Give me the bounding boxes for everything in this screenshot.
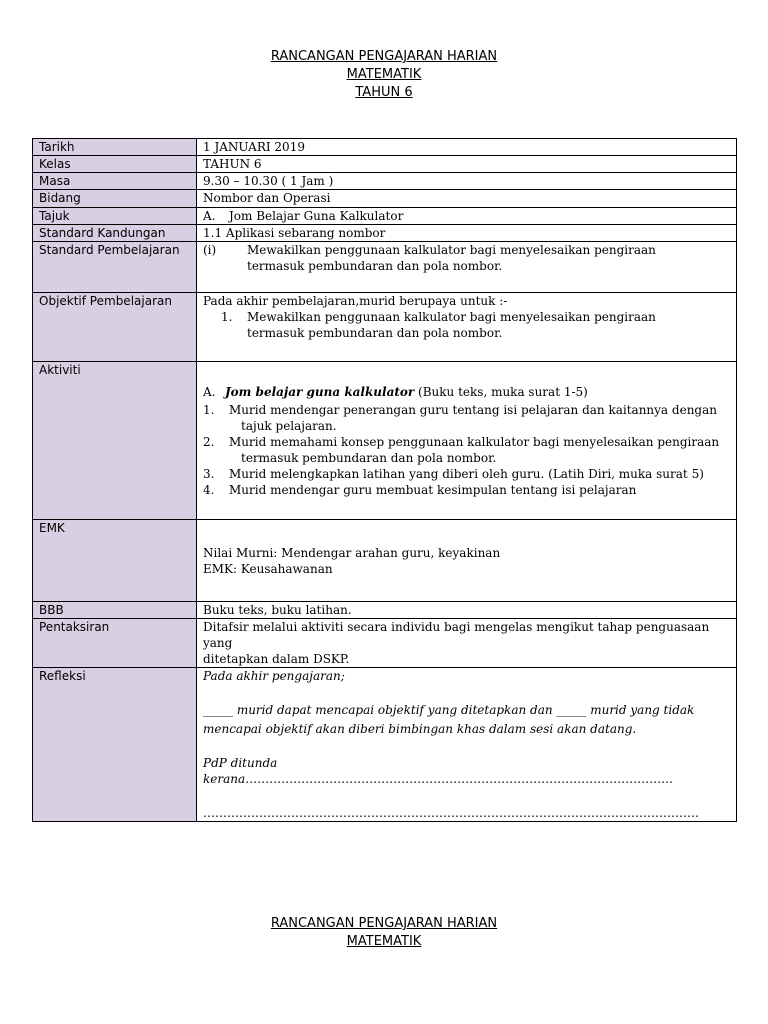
heading-line-subject: MATEMATIK <box>346 67 422 82</box>
row-bbb <box>33 602 737 619</box>
heading-line-year: TAHUN 6 <box>355 85 413 100</box>
refleksi-line-5: ……………………………………………………………………………………………………………. <box>203 806 699 820</box>
refleksi-line-3: mencapai objektif akan diberi bimbingan khas dalam sesi akan datang. <box>203 722 637 736</box>
objektif-intro: Pada akhir pembelajaran,murid berupaya untuk :- <box>203 294 508 308</box>
emk-line-2: EMK: Keusahawanan <box>203 561 333 576</box>
footer-line-rph: RANCANGAN PENGAJARAN HARIAN <box>270 916 498 931</box>
row-objektif <box>33 293 737 362</box>
sp-line-2: termasuk pembundaran dan pola nombor. <box>247 259 503 273</box>
objektif-line-2: termasuk pembundaran dan pola nombor. <box>247 326 503 340</box>
aktiviti-item-num: 2. <box>203 434 215 449</box>
heading-line-rph: RANCANGAN PENGAJARAN HARIAN <box>270 49 498 64</box>
row-pentaksiran <box>33 619 737 668</box>
aktiviti-title: Jom belajar guna kalkulator <box>225 384 415 399</box>
aktiviti-item-text: Murid mendengar guru membuat kesimpulan tentang isi pelajaran <box>229 482 637 497</box>
aktiviti-item <box>203 402 730 418</box>
aktiviti-title-note: (Buku teks, muka surat 1-5) <box>418 384 588 399</box>
aktiviti-marker: A. <box>203 384 216 399</box>
label-objektif: Objektif Pembelajaran <box>33 293 197 362</box>
value-emk <box>197 520 737 602</box>
row-emk <box>33 520 737 602</box>
aktiviti-item-text: Murid memahami konsep penggunaan kalkulator bagi menyelesaikan pengiraan <box>229 434 720 449</box>
value-bidang: Nombor dan Operasi <box>197 190 737 208</box>
value-bbb: Buku teks, buku latihan. <box>197 602 737 619</box>
row-tarikh <box>33 139 737 156</box>
label-refleksi: Refleksi <box>33 668 197 822</box>
value-refleksi <box>197 668 737 822</box>
refleksi-line-2: _____ murid dapat mencapai objektif yang ditetapkan dan _____ murid yang tidak <box>203 703 695 717</box>
label-tarikh: Tarikh <box>33 139 197 156</box>
objektif-marker: 1. <box>221 310 233 324</box>
tajuk-marker: A. <box>203 209 216 223</box>
value-masa: 9.30 – 10.30 ( 1 Jam ) <box>197 173 737 190</box>
next-page-heading <box>0 915 768 951</box>
row-aktiviti <box>33 362 737 520</box>
aktiviti-item-cont: termasuk pembundaran dan pola nombor. <box>241 450 497 465</box>
value-tarikh: 1 JANUARI 2019 <box>197 139 737 156</box>
aktiviti-item-text: Murid mendengar penerangan guru tentang isi pelajaran dan kaitannya dengan <box>229 402 717 417</box>
label-emk: EMK <box>33 520 197 602</box>
objektif-line-1: Mewakilkan penggunaan kalkulator bagi menyelesaikan pengiraan <box>247 310 656 324</box>
value-standard-kandungan: 1.1 Aplikasi sebarang nombor <box>197 225 737 242</box>
label-bbb: BBB <box>33 602 197 619</box>
pentaksiran-line-1: Ditafsir melalui aktiviti secara individu bagi mengelas mengikut tahap penguasaan yang <box>203 620 710 650</box>
refleksi-line-1: Pada akhir pengajaran; <box>203 669 345 683</box>
emk-line-1: Nilai Murni: Mendengar arahan guru, keyakinan <box>203 545 501 560</box>
sp-marker: (i) <box>203 243 217 257</box>
refleksi-line-4: PdP ditunda kerana…………………………………………………………………………………………….. <box>203 756 673 786</box>
value-tajuk <box>197 208 737 225</box>
value-kelas: TAHUN 6 <box>197 156 737 173</box>
aktiviti-item <box>203 466 730 482</box>
aktiviti-item-num: 4. <box>203 482 215 497</box>
sp-line-1: Mewakilkan penggunaan kalkulator bagi menyelesaikan pengiraan <box>247 243 656 257</box>
aktiviti-item <box>203 482 730 498</box>
label-tajuk: Tajuk <box>33 208 197 225</box>
label-standard-kandungan: Standard Kandungan <box>33 225 197 242</box>
pentaksiran-line-2: ditetapkan dalam DSKP. <box>203 652 350 666</box>
aktiviti-item-num: 1. <box>203 402 215 417</box>
value-standard-pembelajaran <box>197 242 737 293</box>
value-aktiviti <box>197 362 737 520</box>
row-standard-kandungan <box>33 225 737 242</box>
label-standard-pembelajaran: Standard Pembelajaran <box>33 242 197 293</box>
aktiviti-item-text: Murid melengkapkan latihan yang diberi oleh guru. (Latih Diri, muka surat 5) <box>229 466 704 481</box>
label-aktiviti: Aktiviti <box>33 362 197 520</box>
row-tajuk <box>33 208 737 225</box>
row-kelas <box>33 156 737 173</box>
label-kelas: Kelas <box>33 156 197 173</box>
label-bidang: Bidang <box>33 190 197 208</box>
row-standard-pembelajaran <box>33 242 737 293</box>
value-pentaksiran <box>197 619 737 668</box>
aktiviti-item <box>203 434 730 450</box>
label-pentaksiran: Pentaksiran <box>33 619 197 668</box>
lesson-plan-table <box>32 138 737 822</box>
tajuk-text: Jom Belajar Guna Kalkulator <box>229 209 404 223</box>
row-bidang <box>33 190 737 208</box>
row-refleksi <box>33 668 737 822</box>
label-masa: Masa <box>33 173 197 190</box>
aktiviti-item-cont: tajuk pelajaran. <box>241 418 337 433</box>
document-heading <box>0 48 768 102</box>
aktiviti-item-num: 3. <box>203 466 215 481</box>
value-objektif <box>197 293 737 362</box>
footer-line-subject: MATEMATIK <box>346 934 422 949</box>
row-masa <box>33 173 737 190</box>
